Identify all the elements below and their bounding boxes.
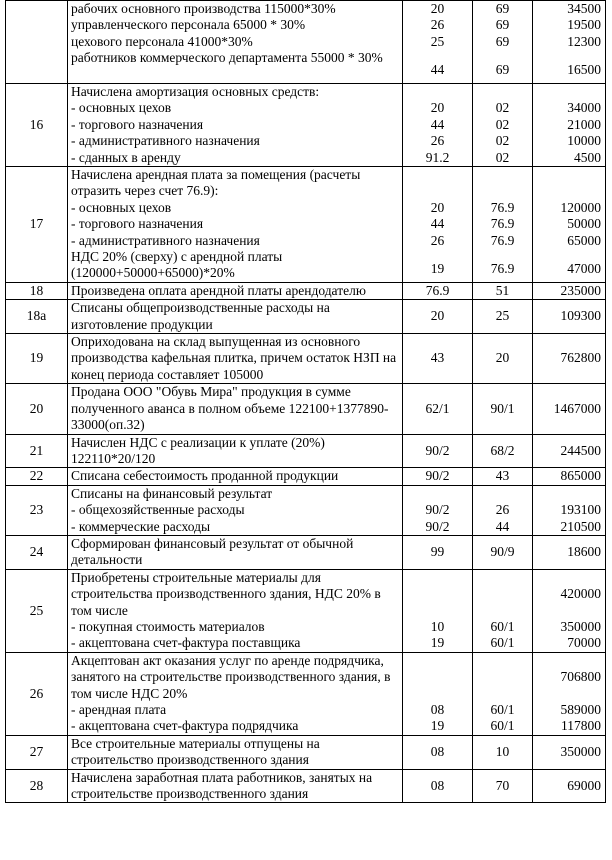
description-line: Продана ООО "Обувь Мира" продукция в сумме полученного аванса в полном объеме 122100+1377890-33000(оп.32) xyxy=(71,384,389,433)
operation-description xyxy=(68,384,403,434)
amount xyxy=(533,569,606,652)
table-row xyxy=(6,485,606,535)
credit-account xyxy=(473,282,533,299)
dt-value: 43 xyxy=(430,350,445,366)
amount xyxy=(533,535,606,569)
amount xyxy=(533,167,606,283)
sum-value: 1467000 xyxy=(553,400,601,416)
operation-number: 18а xyxy=(6,300,68,334)
description-line: - торгового назначения xyxy=(71,216,204,232)
kt-value: 60/1 xyxy=(490,618,515,634)
description-line: Произведена оплата арендной платы арендодателю xyxy=(71,282,366,298)
credit-account xyxy=(473,334,533,384)
operation-description xyxy=(68,1,403,84)
sum-value: 10000 xyxy=(567,133,601,149)
credit-account xyxy=(473,535,533,569)
sum-value: 589000 xyxy=(560,701,601,717)
description-line: - покупная стоимость материалов xyxy=(71,618,265,634)
dt-value: 20 xyxy=(430,308,445,324)
kt-value: 02 xyxy=(495,133,510,149)
amount xyxy=(533,282,606,299)
sum-value: 19500 xyxy=(567,17,601,33)
credit-account xyxy=(473,300,533,334)
kt-value: 26 xyxy=(495,502,510,518)
description-line: - арендная плата xyxy=(71,702,167,717)
description-line: Акцептован акт оказания услуг по аренде подрядчика, занятого на строительстве производственного здания, в том числе НДС 20% xyxy=(71,652,391,701)
kt-value: 69 xyxy=(495,17,510,33)
sum-value: 4500 xyxy=(574,149,601,165)
kt-value: 68/2 xyxy=(490,442,515,458)
kt-value: 20 xyxy=(495,350,510,366)
kt-value: 10 xyxy=(495,744,510,760)
credit-account xyxy=(473,735,533,769)
debit-account xyxy=(403,468,473,485)
journal-table xyxy=(5,0,606,803)
dt-value: 08 xyxy=(430,777,445,793)
sum-value: 235000 xyxy=(560,282,601,298)
description-line: цехового персонала 41000*30% xyxy=(71,33,253,49)
dt-value: 44 xyxy=(430,216,445,232)
amount xyxy=(533,83,606,166)
sum-value: 69000 xyxy=(567,777,601,793)
credit-account xyxy=(473,434,533,468)
kt-value: 60/1 xyxy=(490,635,515,651)
description-line: Все строительные материалы отпущены на строительство производственного здания xyxy=(71,735,320,768)
operation-description xyxy=(68,468,403,485)
debit-account xyxy=(403,167,473,283)
dt-value: 91.2 xyxy=(425,149,450,165)
debit-account xyxy=(403,334,473,384)
credit-account xyxy=(473,1,533,84)
debit-account xyxy=(403,282,473,299)
sum-value: 18600 xyxy=(567,544,601,560)
description-line: - административного назначения xyxy=(71,133,260,149)
operation-number: 26 xyxy=(6,652,68,735)
description-line: Списаны на финансовый результат xyxy=(71,485,273,501)
kt-value: 76.9 xyxy=(490,199,515,215)
description-line: Начислена арендная плата за помещения (расчеты отразить через счет 76.9): xyxy=(71,167,361,199)
amount xyxy=(533,735,606,769)
dt-value: 19 xyxy=(430,718,445,734)
dt-value: 26 xyxy=(430,133,445,149)
operation-number: 27 xyxy=(6,735,68,769)
description-line: - общехозяйственные расходы xyxy=(71,502,245,518)
dt-value: 20 xyxy=(430,199,445,215)
sum-value: 706800 xyxy=(560,669,601,685)
kt-value: 02 xyxy=(495,116,510,132)
amount xyxy=(533,434,606,468)
operation-number: 28 xyxy=(6,769,68,803)
sum-value: 109300 xyxy=(560,308,601,324)
sum-value: 21000 xyxy=(567,116,601,132)
table-row xyxy=(6,300,606,334)
dt-value: 20 xyxy=(430,100,445,116)
debit-account xyxy=(403,485,473,535)
kt-value: 69 xyxy=(495,33,510,49)
description-line: - основных цехов xyxy=(71,199,172,215)
table-row xyxy=(6,83,606,166)
dt-value: 19 xyxy=(430,635,445,651)
operation-description xyxy=(68,569,403,652)
amount xyxy=(533,769,606,803)
amount xyxy=(533,652,606,735)
description-line: - акцептована счет-фактура поставщика xyxy=(71,635,301,651)
kt-value: 25 xyxy=(495,308,510,324)
sum-value: 762800 xyxy=(560,350,601,366)
kt-value: 02 xyxy=(495,149,510,165)
operation-description xyxy=(68,83,403,166)
dt-value: 08 xyxy=(430,744,445,760)
kt-value: 76.9 xyxy=(490,232,515,248)
operation-description xyxy=(68,769,403,803)
table-row xyxy=(6,569,606,652)
operation-description xyxy=(68,300,403,334)
debit-account xyxy=(403,569,473,652)
table-row xyxy=(6,434,606,468)
description-line: - акцептована счет-фактура подрядчика xyxy=(71,718,299,734)
credit-account xyxy=(473,83,533,166)
table-row xyxy=(6,1,606,84)
amount xyxy=(533,1,606,84)
operation-description xyxy=(68,334,403,384)
debit-account xyxy=(403,769,473,803)
credit-account xyxy=(473,468,533,485)
description-line: работников коммерческого департамента 55000 * 30% xyxy=(71,50,383,66)
description-line: - коммерческие расходы xyxy=(71,518,211,534)
operation-number: 19 xyxy=(6,334,68,384)
sum-value: 120000 xyxy=(560,199,601,215)
table-row xyxy=(6,735,606,769)
description-line: - сданных в аренду xyxy=(71,149,181,165)
kt-value: 60/1 xyxy=(490,701,515,717)
dt-value: 90/2 xyxy=(425,502,450,518)
operation-description xyxy=(68,735,403,769)
sum-value: 34000 xyxy=(567,100,601,116)
operation-number: 23 xyxy=(6,485,68,535)
credit-account xyxy=(473,384,533,434)
table-row xyxy=(6,535,606,569)
sum-value: 350000 xyxy=(560,744,601,760)
operation-number: 20 xyxy=(6,384,68,434)
operation-number: 16 xyxy=(6,83,68,166)
sum-value: 350000 xyxy=(560,618,601,634)
sum-value: 65000 xyxy=(567,232,601,248)
description-line: - торгового назначения xyxy=(71,116,204,132)
description-line: Начислена амортизация основных средств: xyxy=(71,83,320,99)
dt-value: 26 xyxy=(430,17,445,33)
description-line: Списаны общепроизводственные расходы на изготовление продукции xyxy=(71,300,330,332)
journal-table-body xyxy=(6,1,606,803)
dt-value: 44 xyxy=(430,62,445,78)
description-line: Сформирован финансовый результат от обычной детальности xyxy=(71,535,354,568)
sum-value: 47000 xyxy=(567,261,601,277)
amount xyxy=(533,334,606,384)
dt-value: 90/2 xyxy=(425,518,450,534)
sum-value: 117800 xyxy=(561,718,601,734)
debit-account xyxy=(403,300,473,334)
operation-description xyxy=(68,652,403,735)
debit-account xyxy=(403,1,473,84)
dt-value: 90/2 xyxy=(425,468,450,484)
sum-value: 420000 xyxy=(560,586,601,602)
table-row xyxy=(6,769,606,803)
table-row xyxy=(6,468,606,485)
kt-value: 69 xyxy=(495,62,510,78)
debit-account xyxy=(403,384,473,434)
debit-account xyxy=(403,652,473,735)
operation-number: 17 xyxy=(6,167,68,283)
credit-account xyxy=(473,167,533,283)
dt-value: 08 xyxy=(430,701,445,717)
operation-description xyxy=(68,434,403,468)
credit-account xyxy=(473,652,533,735)
operation-number: 21 xyxy=(6,434,68,468)
kt-value: 69 xyxy=(495,1,510,16)
dt-value: 20 xyxy=(430,1,445,16)
operation-description xyxy=(68,535,403,569)
operation-number: 18 xyxy=(6,282,68,299)
dt-value: 99 xyxy=(430,544,445,560)
sum-value: 12300 xyxy=(567,33,601,49)
amount xyxy=(533,468,606,485)
operation-number: 25 xyxy=(6,569,68,652)
description-line: управленческого персонала 65000 * 30% xyxy=(71,17,306,33)
kt-value: 02 xyxy=(495,100,510,116)
kt-value: 51 xyxy=(495,282,510,298)
description-line: Оприходована на склад выпущенная из основного производства кафельная плитка, причем остаток НЗП на конец периода составляет 105000 xyxy=(71,334,397,382)
credit-account xyxy=(473,485,533,535)
kt-value: 90/1 xyxy=(490,400,515,416)
operation-number: 24 xyxy=(6,535,68,569)
credit-account xyxy=(473,569,533,652)
table-row xyxy=(6,167,606,283)
description-line: - основных цехов xyxy=(71,100,172,116)
description-line: Списана себестоимость проданной продукции xyxy=(71,468,339,484)
dt-value: 26 xyxy=(430,232,445,248)
table-row xyxy=(6,282,606,299)
amount xyxy=(533,300,606,334)
kt-value: 76.9 xyxy=(490,261,515,277)
kt-value: 76.9 xyxy=(490,216,515,232)
kt-value: 90/9 xyxy=(490,544,515,560)
description-line: рабочих основного производства 115000*30% xyxy=(71,1,336,16)
dt-value: 25 xyxy=(430,33,445,49)
table-row xyxy=(6,652,606,735)
dt-value: 90/2 xyxy=(425,442,450,458)
sum-value: 70000 xyxy=(567,635,601,651)
operation-number xyxy=(6,1,68,84)
dt-value: 10 xyxy=(430,618,445,634)
kt-value: 43 xyxy=(495,468,510,484)
sum-value: 865000 xyxy=(560,468,601,484)
sum-value: 193100 xyxy=(560,502,601,518)
operation-description xyxy=(68,167,403,283)
operation-description xyxy=(68,485,403,535)
debit-account xyxy=(403,434,473,468)
sum-value: 34500 xyxy=(567,1,601,16)
dt-value: 62/1 xyxy=(425,400,450,416)
table-row xyxy=(6,384,606,434)
dt-value: 76.9 xyxy=(425,282,450,298)
sum-value: 244500 xyxy=(560,442,601,458)
description-line: - административного назначения xyxy=(71,232,260,248)
debit-account xyxy=(403,83,473,166)
description-line: Начислена заработная плата работников, занятых на строительстве производственного здания xyxy=(71,769,373,802)
description-line: Начислен НДС с реализации к уплате (20%) 122110*20/120 xyxy=(71,434,325,466)
dt-value: 44 xyxy=(430,116,445,132)
amount xyxy=(533,485,606,535)
description-line: Приобретены строительные материалы для строительства производственного здания, НДС 20% в том числе xyxy=(71,569,381,618)
description-line: НДС 20% (сверху) с арендной платы (120000+50000+65000)*20% xyxy=(71,249,283,281)
credit-account xyxy=(473,769,533,803)
debit-account xyxy=(403,535,473,569)
kt-value: 44 xyxy=(495,518,510,534)
debit-account xyxy=(403,735,473,769)
sum-value: 210500 xyxy=(560,518,601,534)
table-row xyxy=(6,334,606,384)
operation-description xyxy=(68,282,403,299)
operation-number: 22 xyxy=(6,468,68,485)
sum-value: 16500 xyxy=(567,62,601,78)
dt-value: 19 xyxy=(430,261,445,277)
kt-value: 70 xyxy=(495,777,510,793)
amount xyxy=(533,384,606,434)
kt-value: 60/1 xyxy=(490,718,515,734)
sum-value: 50000 xyxy=(567,216,601,232)
